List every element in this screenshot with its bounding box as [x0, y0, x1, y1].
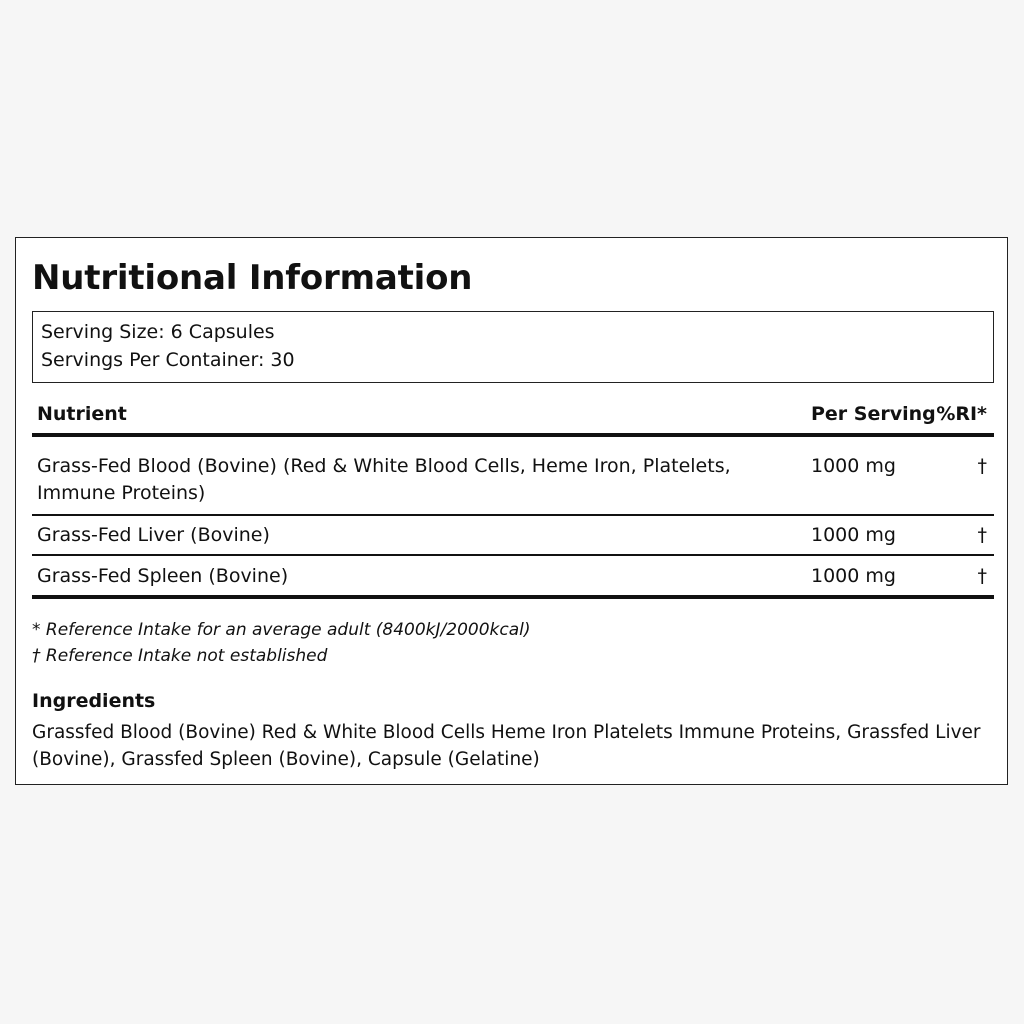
row-divider	[32, 554, 994, 556]
footnote-reference-intake: * Reference Intake for an average adult (8400kJ/2000kcal)	[32, 620, 531, 640]
column-header-ri: %RI*	[936, 403, 987, 425]
nutrient-ri: †	[977, 455, 987, 477]
nutrient-ri: †	[977, 524, 987, 546]
servings-per-container: Servings Per Container: 30	[41, 349, 295, 371]
nutrient-name: Grass-Fed Spleen (Bovine)	[37, 565, 289, 587]
ingredients-heading: Ingredients	[32, 690, 156, 712]
nutrient-ri: †	[977, 565, 987, 587]
serving-info-box	[32, 311, 994, 383]
serving-size: Serving Size: 6 Capsules	[41, 321, 275, 343]
footnote-not-established: † Reference Intake not established	[32, 646, 328, 666]
nutrient-name: Grass-Fed Liver (Bovine)	[37, 524, 270, 546]
column-header-nutrient: Nutrient	[37, 403, 127, 425]
nutrient-amount: 1000 mg	[811, 455, 896, 477]
row-divider	[32, 514, 994, 516]
nutrient-name: Grass-Fed Blood (Bovine) (Red & White Blood Cells, Heme Iron, Platelets, Immune Proteins)	[37, 455, 731, 504]
ingredients-text: Grassfed Blood (Bovine) Red & White Blood Cells Heme Iron Platelets Immune Proteins, Grassfed Liver (Bovine), Grassfed Spleen (Bovine), Capsule (Gelatine)	[32, 722, 981, 770]
header-divider	[32, 433, 994, 437]
nutrient-amount: 1000 mg	[811, 565, 896, 587]
column-header-per-serving: Per Serving	[811, 403, 936, 425]
nutrition-panel	[15, 237, 1008, 785]
table-bottom-divider	[32, 595, 994, 599]
nutrient-amount: 1000 mg	[811, 524, 896, 546]
page-title: Nutritional Information	[32, 258, 473, 298]
